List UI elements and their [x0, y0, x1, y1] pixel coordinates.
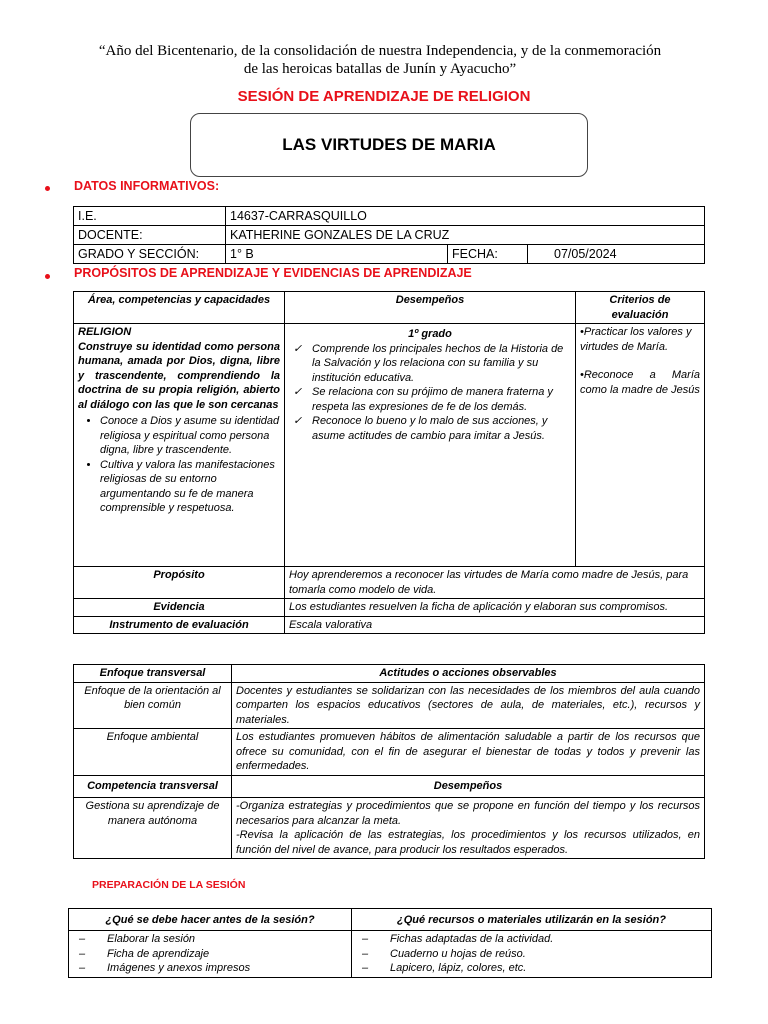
fecha-label: FECHA:: [448, 245, 528, 264]
ie-value: 14637-CARRASQUILLO: [226, 207, 705, 226]
evidencia-value: Los estudiantes resuelven la ficha de aplicación y elaboran sus compromisos.: [285, 599, 705, 617]
recursos-cell: [352, 931, 712, 978]
table-row: [74, 207, 705, 226]
list-item: ✓ Reconoce lo bueno y lo malo de sus acciones, y asume actitudes de cambio para imitar a Jesús.: [289, 414, 571, 443]
list-item: • Cultiva y valora las manifestaciones religiosas de su entorno argumentando su fe de manera comprensible y respetuosa.: [100, 458, 280, 516]
ie-label: I.E.: [74, 207, 226, 226]
competencia-line: -Revisa la aplicación de las estrategias, los procedimientos y los recursos utilizados, en función del nivel de avance, para producir los resultados esperados.: [236, 829, 700, 856]
enfoque-name: Enfoque de la orientación al bien común: [74, 682, 232, 729]
table-row: [74, 292, 705, 324]
col-area-header: Área, competencias y capacidades: [74, 292, 285, 324]
table-row: [74, 567, 705, 599]
table-row: [74, 798, 705, 859]
list-item: ✓ Se relaciona con su prójimo de manera fraterna y respeta las expresiones de fe de los demás.: [289, 385, 571, 414]
bullet-icon: [45, 274, 50, 279]
table-row: [74, 616, 705, 634]
competencia-line: -Organiza estrategias y procedimientos que se propone en función del tiempo y los recursos necesarios para alcanzar la meta.: [236, 800, 700, 827]
motto-line-2: de las heroicas batallas de Junín y Ayacucho”: [243, 61, 517, 77]
propositos-heading: PROPÓSITOS DE APRENDIZAJE Y EVIDENCIAS DE APRENDIZAJE: [74, 266, 472, 280]
motto-line-1: “Año del Bicentenario, de la consolidación de nuestra Independencia, y de la conmemoración: [98, 43, 662, 59]
antes-cell: [69, 931, 352, 978]
instrumento-value: Escala valorativa: [285, 616, 705, 634]
list-item: – Fichas adaptadas de la actividad.: [356, 932, 707, 947]
criterios-cell: [576, 324, 705, 567]
col-desempenos-header: Desempeños: [232, 775, 705, 798]
table-row: [74, 245, 705, 264]
instrumento-label: Instrumento de evaluación: [74, 616, 285, 634]
col-criterios-header: Criterios de evaluación: [576, 292, 705, 324]
preparacion-table: [68, 908, 712, 978]
preparacion-heading: PREPARACIÓN DE LA SESIÓN: [92, 879, 246, 891]
evidencia-label: Evidencia: [74, 599, 285, 617]
table-row: [74, 324, 705, 567]
list-item: – Lapicero, lápiz, colores, etc.: [356, 961, 707, 976]
competencia-desempenos: [232, 798, 705, 859]
table-row: [74, 665, 705, 683]
col-enfoque-header: Enfoque transversal: [74, 665, 232, 683]
enfoques-table: [73, 664, 705, 859]
propositos-table: [73, 291, 705, 634]
criterio-item: •Reconoce a María como la madre de Jesús: [580, 369, 700, 396]
bullet-icon: [45, 186, 50, 191]
session-title: SESIÓN DE APRENDIZAJE DE RELIGION: [237, 88, 531, 105]
table-row: [74, 729, 705, 776]
datos-table: [73, 206, 705, 264]
competencia-name: Gestiona su aprendizaje de manera autónoma: [74, 798, 232, 859]
enfoque-name: Enfoque ambiental: [74, 729, 232, 776]
table-row: [74, 775, 705, 798]
col-actitudes-header: Actitudes o acciones observables: [232, 665, 705, 683]
table-row: [69, 909, 712, 931]
table-row: [69, 931, 712, 978]
fecha-value: 07/05/2024: [528, 245, 705, 264]
capacidades-list: [78, 414, 280, 516]
topic-title-box: [190, 113, 588, 177]
list-item: • Conoce a Dios y asume su identidad religiosa y espiritual como persona digna, libre y trascendente.: [100, 414, 280, 458]
list-item: – Elaborar la sesión: [73, 932, 347, 947]
motto-header: [60, 42, 700, 78]
enfoque-text: Los estudiantes promueven hábitos de alimentación saludable a partir de los recursos que ofrece su comunidad, con el fin de asegurar el bienestar de todas y todos y prevenir las enfermedades.: [232, 729, 705, 776]
table-row: [74, 682, 705, 729]
grado-value: 1° B: [226, 245, 448, 264]
col-competencia-header: Competencia transversal: [74, 775, 232, 798]
desempenos-list: [289, 342, 571, 444]
criterio-item: •Practicar los valores y virtudes de María.: [580, 326, 692, 353]
grado-label: GRADO Y SECCIÓN:: [74, 245, 226, 264]
topic-title: LAS VIRTUDES DE MARIA: [282, 135, 496, 154]
docente-value: KATHERINE GONZALES DE LA CRUZ: [226, 226, 705, 245]
grado-label: 1º grado: [408, 328, 452, 340]
area-cell: [74, 324, 285, 567]
proposito-label: Propósito: [74, 567, 285, 599]
desempenos-cell: [285, 324, 576, 567]
area-name: RELIGION: [78, 326, 132, 338]
antes-list: [73, 932, 347, 976]
enfoque-text: Docentes y estudiantes se solidarizan con las necesidades de los miembros del aula cuando comparten los espacios educativos (sectores de aula, de materiales, etc.), recursos y materiales.: [232, 682, 705, 729]
list-item: – Cuaderno u hojas de reúso.: [356, 947, 707, 962]
table-row: [74, 226, 705, 245]
list-item: – Ficha de aprendizaje: [73, 947, 347, 962]
docente-label: DOCENTE:: [74, 226, 226, 245]
col-antes-header: ¿Qué se debe hacer antes de la sesión?: [69, 909, 352, 931]
col-desempenos-header: Desempeños: [285, 292, 576, 324]
list-item: – Imágenes y anexos impresos: [73, 961, 347, 976]
table-row: [74, 599, 705, 617]
proposito-value: Hoy aprenderemos a reconocer las virtudes de María como madre de Jesús, para tomarla como modelo de vida.: [285, 567, 705, 599]
list-item: ✓ Comprende los principales hechos de la Historia de la Salvación y los relaciona con su familia y su institución educativa.: [289, 342, 571, 386]
competencia-text: Construye su identidad como persona humana, amada por Dios, digna, libre y trascendente, comprendiendo la doctrina de su propia religión, abierto al diálogo con las que le son cercanas: [78, 340, 280, 411]
datos-heading: DATOS INFORMATIVOS:: [74, 179, 220, 193]
col-recursos-header: ¿Qué recursos o materiales utilizarán en la sesión?: [352, 909, 712, 931]
recursos-list: [356, 932, 707, 976]
